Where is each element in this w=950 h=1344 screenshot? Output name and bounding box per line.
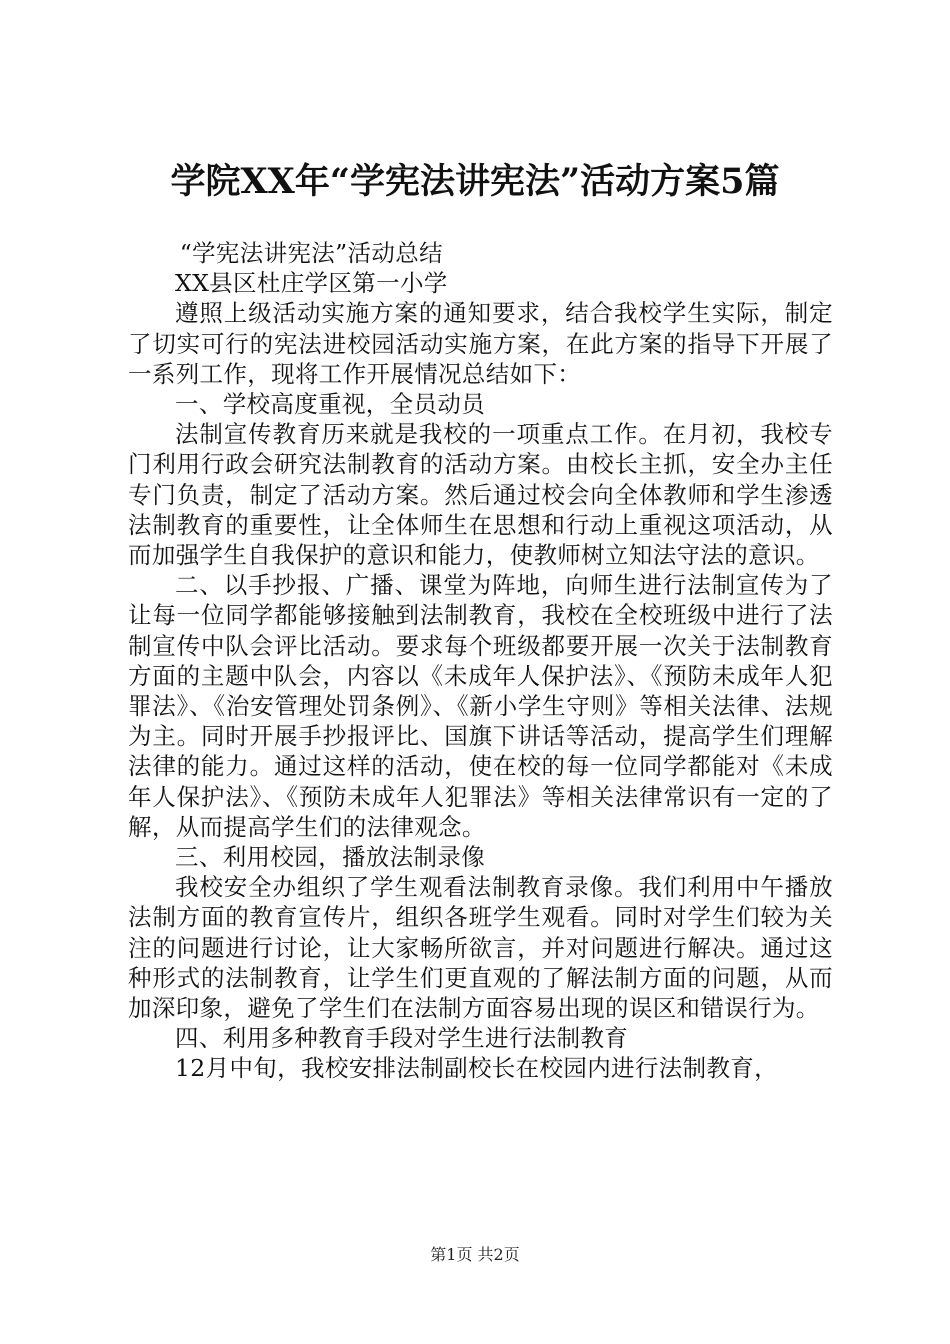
document-body xyxy=(128,238,833,1084)
paragraph-school-name: XX县区杜庄学区第一小学 xyxy=(175,269,448,298)
paragraph-summary-heading: “学宪法讲宪法”活动总结 xyxy=(179,239,443,267)
paragraph-section-4: 12月中旬，我校安排法制副校长在校园内进行法制教育， xyxy=(175,1054,779,1083)
paragraph-section-2: 二、以手抄报、广播、课堂为阵地，向师生进行法制宣传为了让每一位同学都能够接触到法制教育，我校在全校班级中进行了法制宣传中队会评比活动。要求每个班级都要开展一次关于法制教育方面的主题中队会，内容以《未成年人保护法》、《预防未成年人犯罪法》、《治安管理处罚条例》、《新小学生守则》等相关法律、法规为主。同时开展手抄报评比、国旗下讲话等活动，提高学生们理解法律的能力。通过这样的活动，使在校的每一位同学都能对《未成年人保护法》、《预防未成年人犯罪法》等相关法律常识有一定的了解，从而提高学生们的法律观念。 xyxy=(128,571,833,841)
paragraph-section-3: 我校安全办组织了学生观看法制教育录像。我们利用中午播放法制方面的教育宣传片，组织各班学生观看。同时对学生们较为关注的问题进行讨论，让大家畅所欲言，并对问题进行解决。通过这种形式的法制教育，让学生们更直观的了解法制方面的问题，从而加深印象，避免了学生们在法制方面容易出现的误区和错误行为。 xyxy=(128,873,833,1023)
section-heading-3: 三、利用校园，播放法制录像 xyxy=(175,843,486,872)
paragraph-section-1: 法制宣传教育历来就是我校的一项重点工作。在月初，我校专门利用行政会研究法制教育的活动方案。由校长主抓，安全办主任专门负责，制定了活动方案。然后通过校会向全体教师和学生渗透法制教育的重要性，让全体师生在思想和行动上重视这项活动，从而加强学生自我保护的意识和能力，使教师树立知法守法的意识。 xyxy=(128,420,833,570)
document-title: 学院XX年“学宪法讲宪法”活动方案5篇 xyxy=(170,161,780,202)
page-footer: 第1页 共2页 xyxy=(430,1245,520,1264)
section-heading-4: 四、利用多种教育手段对学生进行法制教育 xyxy=(175,1024,629,1053)
section-heading-1: 一、学校高度重视，全员动员 xyxy=(175,390,486,419)
paragraph-intro: 遵照上级活动实施方案的通知要求，结合我校学生实际，制定了切实可行的宪法进校园活动实施方案，在此方案的指导下开展了一系列工作，现将工作开展情况总结如下： xyxy=(128,299,833,388)
